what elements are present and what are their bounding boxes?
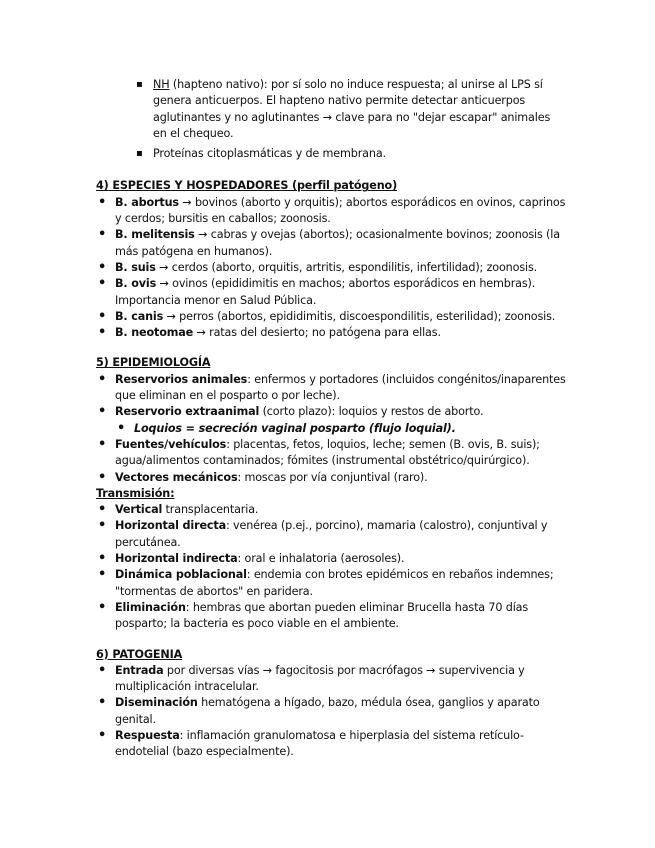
list-item — [96, 372, 566, 405]
epidemiology-list-continued — [96, 437, 566, 486]
list-item — [96, 663, 566, 696]
section-number: 5) — [96, 356, 109, 370]
item-term: Respuesta — [115, 728, 180, 742]
sub-note: Loquios = secreción vaginal posparto (flujo loquial). — [134, 421, 456, 435]
item-text: : moscas por vía conjuntival (raro). — [237, 470, 428, 484]
list-item — [96, 404, 566, 420]
item-term: Reservorio extraanimal — [115, 405, 260, 419]
item-text: : placentas, fetos, loquios, leche; semen (B. ovis, B. suis); agua/alimentos contaminados; fómites (instrumental obstétrico/quirúrgico). — [115, 437, 540, 468]
list-item — [96, 518, 566, 551]
transmission-label: Transmisión: — [96, 486, 175, 500]
item-text: → ratas del desierto; no patógena para ellas. — [193, 326, 441, 340]
list-item — [96, 276, 566, 309]
item-text: → perros (abortos, epididimitis, discoespondilitis, esterilidad); zoonosis. — [163, 309, 556, 323]
transmission-list — [96, 502, 566, 632]
item-text: (corto plazo): loquios y restos de aborto. — [259, 405, 484, 419]
epidemiology-list — [96, 372, 566, 421]
list-item — [96, 728, 566, 761]
item-text: : endemia con brotes epidémicos en rebaños indemnes; "tormentas de abortos" en paridera. — [115, 568, 554, 598]
item-text: → bovinos (aborto y orquitis); abortos esporádicos en ovinos, caprinos y cerdos; bursitis en caballos; zoonosis. — [115, 195, 566, 226]
item-term: Vectores mecánicos — [115, 470, 238, 484]
item-text: → ovinos (epididimitis en machos; abortos esporádicos en hembras). Importancia menor en Salud Pública. — [115, 277, 536, 307]
spacer — [96, 162, 566, 178]
item-term: B. canis — [115, 309, 164, 323]
section-title: PATOGENIA — [108, 647, 183, 661]
item-term: Fuentes/vehículos — [115, 437, 227, 451]
item-text: → cerdos (aborto, orquitis, artritis, espondilitis, infertilidad); zoonosis. — [155, 260, 538, 274]
list-item — [96, 195, 566, 228]
species-list — [96, 195, 566, 342]
item-text: : hembras que abortan pueden eliminar Brucella hasta 70 días posparto; la bacteria es poco viable en el ambiente. — [115, 600, 529, 631]
pathogenesis-list — [96, 663, 566, 761]
item-text: → cabras y ovejas (abortos); ocasionalmente bovinos; zoonosis (la más patógena en humanos). — [115, 228, 560, 258]
list-item — [96, 567, 566, 600]
item-term: Horizontal directa — [115, 519, 226, 533]
item-term: B. melitensis — [115, 228, 195, 242]
section-5-heading — [96, 355, 566, 371]
item-text: : inflamación granulomatosa e hiperplasia del sistema retículo-endotelial (bazo especialmente). — [115, 728, 524, 759]
section-number: 4) — [96, 179, 109, 193]
item-text: por diversas vías → fagocitosis por macrófagos → supervivencia y multiplicación intracelular. — [115, 663, 525, 694]
item-text: : enfermos y portadores (incluidos congénitos/inaparentes que eliminan en el posparto o por leche). — [115, 372, 566, 403]
item-term: Vertical — [115, 503, 163, 517]
item-term: NH — [153, 78, 170, 91]
item-text: hematógena a hígado, bazo, médula ósea, ganglios y aparato genital. — [115, 696, 540, 726]
list-item — [96, 502, 566, 518]
list-item — [96, 309, 566, 325]
list-item — [96, 470, 566, 486]
list-item — [96, 260, 566, 276]
item-term: B. ovis — [115, 277, 157, 291]
item-text: transplacentaria. — [162, 503, 259, 517]
section-number: 6) — [96, 647, 109, 661]
item-term: Horizontal indirecta — [115, 552, 238, 566]
intro-list — [136, 77, 566, 162]
item-term: Eliminación — [115, 600, 186, 614]
list-item — [96, 437, 566, 470]
section-title: ESPECIES Y HOSPEDADORES (perfil patógeno) — [108, 179, 398, 193]
spacer — [96, 341, 566, 355]
item-term: B. suis — [115, 260, 156, 274]
section-6-heading — [96, 647, 566, 663]
item-term: Diseminación — [115, 696, 198, 710]
item-text: : venérea (p.ej., porcino), mamaria (calostro), conjuntival y percutánea. — [115, 519, 548, 549]
list-item — [96, 325, 566, 341]
list-item — [96, 227, 566, 260]
item-term: B. abortus — [115, 195, 179, 209]
list-item — [96, 600, 566, 633]
item-text: : oral e inhalatoria (aerosoles). — [237, 552, 405, 566]
spacer — [96, 633, 566, 647]
epidemiology-sublist — [96, 421, 566, 437]
item-term: Reservorios animales — [115, 372, 248, 386]
item-text: (hapteno nativo): por sí solo no induce respuesta; al unirse al LPS sí genera anticuerpos. El hapteno nativo permite detectar anticuerpos aglutinantes y no aglutinantes → clave para no "dejar escapar" animales en el chequeo. — [153, 78, 551, 140]
item-term: B. neotomae — [115, 326, 194, 340]
list-item — [115, 421, 566, 437]
section-4-heading — [96, 178, 566, 194]
list-item — [136, 77, 566, 142]
list-item — [96, 695, 566, 728]
document-content — [96, 77, 566, 761]
item-term: Entrada — [115, 663, 164, 677]
section-title: EPIDEMIOLOGÍA — [108, 356, 211, 370]
item-text: Proteínas citoplasmáticas y de membrana. — [153, 147, 386, 161]
item-term: Dinámica poblacional — [115, 568, 247, 582]
list-item — [136, 146, 566, 162]
list-item — [96, 551, 566, 567]
